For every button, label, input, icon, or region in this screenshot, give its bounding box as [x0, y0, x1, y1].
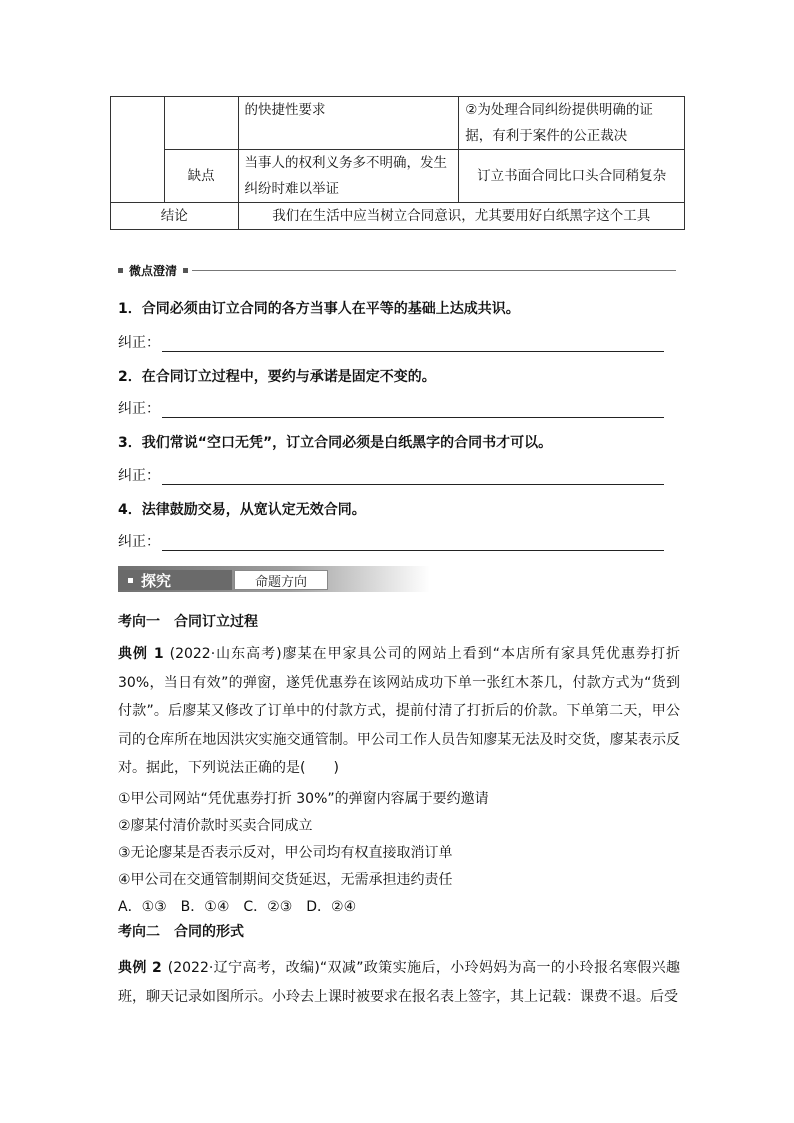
correction-field-1[interactable] — [118, 332, 664, 352]
clarify-item-2: 2．在合同订立过程中，要约与承诺是固定不变的。 — [118, 369, 436, 385]
clarify-item-1: 1．合同必须由订立合同的各方当事人在平等的基础上达成共识。 — [118, 301, 520, 317]
table-cell: ②为处理合同纠纷提供明确的证据，有利于案件的公正裁决 — [459, 97, 685, 150]
section-title: 微点澄清 — [129, 263, 178, 278]
correction-field-3[interactable] — [118, 465, 664, 485]
table-row — [111, 203, 685, 230]
table-cell — [111, 97, 165, 203]
example-2 — [118, 954, 680, 1011]
explore-banner — [118, 566, 430, 592]
square-bullet-icon — [183, 268, 188, 273]
divider-line — [192, 270, 676, 271]
row-label-conclusion: 结论 — [111, 203, 239, 230]
conclusion-text: 我们在生活中应当树立合同意识，尤其要用好白纸黑字这个工具 — [238, 203, 684, 230]
table-cell: 订立书面合同比口头合同稍复杂 — [459, 150, 685, 203]
section-header-clarify — [118, 262, 676, 278]
example-1 — [118, 640, 680, 783]
square-bullet-icon — [128, 578, 133, 583]
correction-label: 纠正： — [118, 401, 160, 417]
example-source: (2022·山东高考) — [169, 646, 282, 662]
example-text: “双减”政策实施后，小玲妈妈为高一的小玲报名寒假兴趣班，聊天记录如图所示。小玲去上课时被要求在报名表上签字，其上记载：课费不退。后受 — [118, 960, 680, 1005]
direction-2-title: 考向二 合同的形式 — [118, 924, 244, 940]
example-text: 廖某在甲家具公司的网站上看到“本店所有家具凭优惠券打折 30%，当日有效”的弹窗，遂凭优惠券在该网站成功下单一张红木茶几，付款方式为“货到付款”。后廖某又修改了订单中的付款方式，提前付清了打折后的价款。下单第二天，甲公司的仓库所在地因洪灾实施交通管制。甲公司工作人员告知廖某无法及时交货，廖某表示反对。据此，下列说法正确的是( ) — [118, 646, 680, 776]
table-cell: 的快捷性要求 — [238, 97, 459, 150]
option-4: ④甲公司在交通管制期间交货延迟，无需承担违约责任 — [118, 872, 453, 888]
option-3: ③无论廖某是否表示反对，甲公司均有权直接取消订单 — [118, 845, 453, 861]
row-label-disadvantage: 缺点 — [164, 150, 238, 203]
clarify-item-3: 3．我们常说“空口无凭”，订立合同必须是白纸黑字的合同书才可以。 — [118, 435, 553, 451]
example-source: (2022·辽宁高考，改编) — [167, 960, 320, 976]
table-row — [111, 150, 685, 203]
option-1: ①甲公司网站“凭优惠券打折 30%”的弹窗内容属于要约邀请 — [118, 791, 489, 807]
correction-field-2[interactable] — [118, 398, 664, 418]
answer-blank[interactable] — [162, 401, 664, 418]
banner-subtitle: 命题方向 — [234, 570, 328, 590]
example-tag: 典例 2 — [118, 960, 162, 976]
table-cell: 当事人的权利义务多不明确，发生纠纷时难以举证 — [238, 150, 459, 203]
banner-title-text: 探究 — [141, 571, 172, 590]
correction-label: 纠正： — [118, 534, 160, 550]
direction-1-title: 考向一 合同订立过程 — [118, 614, 258, 630]
correction-label: 纠正： — [118, 468, 160, 484]
table-row — [111, 97, 685, 150]
contract-form-comparison-table — [110, 96, 685, 230]
answer-blank[interactable] — [162, 534, 664, 551]
square-bullet-icon — [118, 268, 123, 273]
correction-field-4[interactable] — [118, 531, 664, 551]
example-tag: 典例 1 — [118, 646, 164, 662]
table-cell — [164, 97, 238, 150]
correction-label: 纠正： — [118, 335, 160, 351]
answer-choices: A．①③ B．①④ C．②③ D．②④ — [118, 899, 357, 915]
clarify-item-4: 4．法律鼓励交易，从宽认定无效合同。 — [118, 502, 366, 518]
answer-blank[interactable] — [162, 335, 664, 352]
option-2: ②廖某付清价款时买卖合同成立 — [118, 818, 313, 834]
banner-title — [118, 570, 232, 590]
answer-blank[interactable] — [162, 468, 664, 485]
